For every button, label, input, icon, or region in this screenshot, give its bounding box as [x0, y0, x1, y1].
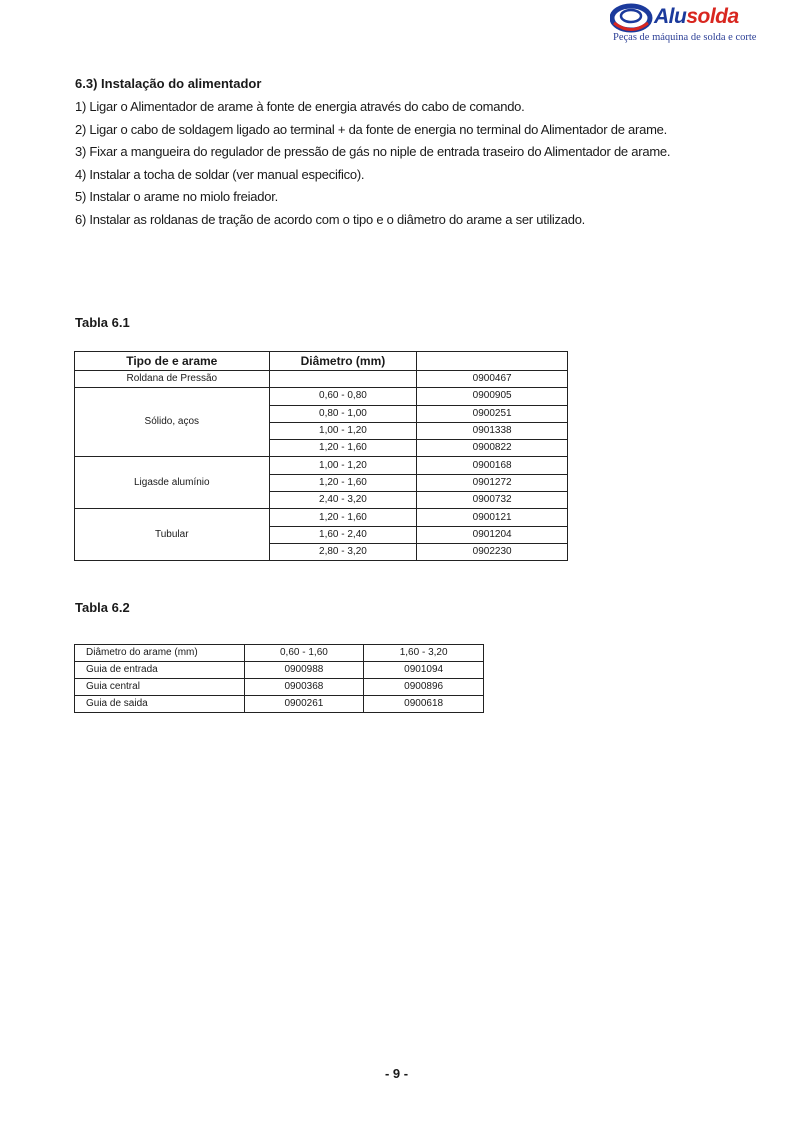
value-cell: 0900618	[364, 696, 484, 713]
table-row	[75, 509, 568, 526]
table-6-2	[74, 644, 484, 713]
diameter-cell: 1,20 - 1,60	[269, 509, 417, 526]
diameter-cell: 1,00 - 1,20	[269, 422, 417, 439]
value-cell: 0900368	[244, 679, 364, 696]
wire-type-cell: Sólido, aços	[75, 388, 270, 457]
diameter-cell: 1,20 - 1,60	[269, 440, 417, 457]
diameter-cell: 1,00 - 1,20	[269, 457, 417, 474]
value-cell: 1,60 - 3,20	[364, 645, 484, 662]
logo-wordmark	[654, 5, 739, 29]
table-header-row	[75, 352, 568, 371]
page-number: - 9 -	[384, 1066, 409, 1081]
code-cell: 0900121	[417, 509, 568, 526]
step-3: 3) Fixar a mangueira do regulador de pressão de gás no niple de entrada traseiro do Alimentador de arame.	[75, 144, 671, 160]
table-row	[75, 371, 568, 388]
value-cell: 0900896	[364, 679, 484, 696]
step-1: 1) Ligar o Alimentador de arame à fonte de energia através do cabo de comando.	[75, 99, 525, 114]
code-cell: 0901338	[417, 422, 568, 439]
header-code	[417, 352, 568, 371]
table-6-1-title: Tabla 6.1	[75, 315, 130, 330]
pressure-roller-label: Roldana de Pressão	[75, 371, 270, 388]
code-cell: 0901204	[417, 526, 568, 543]
diameter-cell: 2,80 - 3,20	[269, 543, 417, 560]
wire-type-cell: Tubular	[75, 509, 270, 561]
value-cell: 0901094	[364, 662, 484, 679]
row-label-cell: Guia de saida	[75, 696, 245, 713]
table-row	[75, 696, 484, 713]
code-cell: 0900905	[417, 388, 568, 405]
code-cell: 0901272	[417, 474, 568, 491]
pressure-roller-diameter	[269, 371, 417, 388]
alusolda-logo	[608, 2, 757, 48]
row-label-cell: Guia central	[75, 679, 245, 696]
pressure-roller-code: 0900467	[417, 371, 568, 388]
diameter-cell: 1,20 - 1,60	[269, 474, 417, 491]
code-cell: 0900822	[417, 440, 568, 457]
installation-steps	[75, 97, 670, 233]
header-diameter: Diâmetro (mm)	[269, 352, 417, 371]
code-cell: 0900732	[417, 492, 568, 509]
table-6-1	[74, 351, 568, 561]
step-6: 6) Instalar as roldanas de tração de acordo com o tipo e o diâmetro do arame a ser utilizado.	[75, 211, 586, 227]
logo-swirl-icon	[610, 3, 654, 33]
value-cell: 0,60 - 1,60	[244, 645, 364, 662]
table-row	[75, 388, 568, 405]
logo-wordmark-solda: solda	[686, 5, 739, 28]
code-cell: 0902230	[417, 543, 568, 560]
section-heading: 6.3) Instalação do alimentador	[75, 76, 262, 91]
row-label-cell: Guia de entrada	[75, 662, 245, 679]
diameter-cell: 2,40 - 3,20	[269, 492, 417, 509]
table-row	[75, 645, 484, 662]
diameter-cell: 0,80 - 1,00	[269, 405, 417, 422]
table-row	[75, 662, 484, 679]
diameter-cell: 1,60 - 2,40	[269, 526, 417, 543]
code-cell: 0900251	[417, 405, 568, 422]
table-row	[75, 457, 568, 474]
step-2: 2) Ligar o cabo de soldagem ligado ao terminal + da fonte de energia no terminal do Alimentador de arame.	[75, 121, 667, 137]
step-4: 4) Instalar a tocha de soldar (ver manual especifico).	[75, 166, 365, 182]
table-6-2-title: Tabla 6.2	[75, 600, 130, 615]
value-cell: 0900988	[244, 662, 364, 679]
diameter-cell: 0,60 - 0,80	[269, 388, 417, 405]
logo-tagline: Peças de máquina de solda e corte	[613, 32, 757, 43]
wire-type-cell: Ligasde alumínio	[75, 457, 270, 509]
logo-wordmark-alu: Alu	[654, 5, 687, 28]
table-row	[75, 679, 484, 696]
header-wire-type: Tipo de e arame	[75, 352, 270, 371]
row-label-cell: Diâmetro do arame (mm)	[75, 645, 245, 662]
step-5: 5) Instalar o arame no miolo freiador.	[75, 189, 278, 205]
value-cell: 0900261	[244, 696, 364, 713]
code-cell: 0900168	[417, 457, 568, 474]
